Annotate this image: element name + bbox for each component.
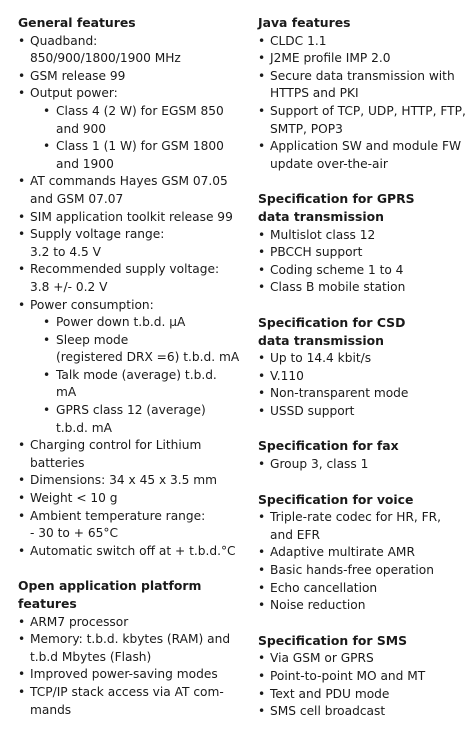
bullet-icon: • [258, 510, 266, 525]
feature-list [258, 227, 468, 297]
section-specification-for-gprs-data-transmission [258, 190, 468, 297]
feature-list [258, 350, 468, 420]
bullet-icon: • [258, 103, 266, 118]
bullet-icon: • [258, 403, 266, 418]
bullet-icon: • [43, 367, 51, 382]
bullet-icon: • [18, 632, 26, 647]
feature-list [258, 509, 468, 615]
list-item [258, 686, 468, 704]
item-text: Ambient temperature range: - 30 to + 65°C [30, 508, 206, 541]
bullet-icon: • [18, 68, 26, 83]
bullet-icon: • [18, 491, 26, 506]
list-item [18, 261, 240, 296]
item-text: Supply voltage range: 3.2 to 4.5 V [30, 227, 165, 259]
item-text: Basic hands-free operation [270, 563, 434, 578]
bullet-icon: • [258, 351, 266, 366]
item-text: Application SW and module FW update over-the-air [270, 139, 462, 171]
list-item [258, 597, 468, 615]
bullet-icon: • [43, 315, 51, 330]
bullet-icon: • [258, 669, 266, 683]
item-text: Improved power-saving modes [30, 667, 218, 682]
section-title: Specification for GPRS data transmission [258, 191, 415, 224]
list-item [258, 262, 468, 280]
item-text: GSM release 99 [30, 68, 126, 83]
bullet-icon: • [43, 103, 51, 118]
section-title: Java features [258, 15, 351, 30]
list-item [258, 509, 468, 544]
bullet-icon: • [258, 563, 266, 578]
item-text: Support of TCP, UDP, HTTP, FTP, SMTP, POP3 [270, 103, 466, 136]
list-item [30, 314, 240, 332]
section-title: Specification for SMS [258, 632, 408, 648]
list-item [258, 350, 468, 368]
list-item [18, 85, 240, 173]
list-item [258, 68, 468, 103]
item-text: Adaptive multirate AMR [270, 545, 415, 560]
item-text: Power consumption: [30, 297, 154, 312]
item-text: Non-transparent mode [270, 386, 409, 401]
left-column [18, 14, 240, 719]
bullet-icon: • [43, 332, 51, 347]
item-text: Triple-rate codec for HR, FR, and EFR [270, 510, 442, 542]
bullet-icon: • [18, 209, 26, 224]
section-title: Specification for CSD data transmission [258, 314, 406, 348]
bullet-icon: • [18, 543, 26, 558]
list-item [18, 226, 240, 261]
bullet-icon: • [18, 262, 26, 277]
bullet-icon: • [258, 245, 266, 260]
sub-list [30, 103, 240, 173]
bullet-icon: • [18, 614, 26, 629]
bullet-icon: • [258, 33, 266, 48]
list-item [18, 684, 240, 719]
item-text: Secure data transmission with HTTPS and PKI [270, 68, 455, 101]
section-title: Open application platform features [18, 578, 202, 611]
list-item [258, 544, 468, 562]
bullet-icon: • [258, 580, 266, 595]
item-text: CLDC 1.1 [270, 33, 327, 48]
item-text: Echo cancellation [270, 580, 378, 595]
list-item [258, 103, 468, 138]
item-text: SMS cell broadcast [270, 704, 386, 719]
list-item [18, 508, 240, 543]
list-item [18, 68, 240, 86]
bullet-icon: • [258, 139, 266, 154]
item-text: ARM7 processor [30, 614, 129, 629]
bullet-icon: • [258, 686, 266, 701]
list-item [18, 490, 240, 508]
item-text: Talk mode (average) t.b.d. mA [56, 367, 217, 400]
bullet-icon: • [258, 68, 266, 83]
list-item [258, 50, 468, 68]
list-item [258, 562, 468, 580]
section-specification-for-voice [258, 491, 468, 615]
list-item [18, 543, 240, 561]
item-text: Noise reduction [270, 598, 366, 613]
item-text: Memory: t.b.d. kbytes (RAM) and t.b.d Mbytes (Flash) [30, 632, 231, 664]
feature-list [258, 456, 468, 474]
bullet-icon: • [258, 457, 266, 472]
right-column [258, 14, 468, 721]
item-text: Multislot class 12 [270, 227, 376, 242]
section-general-features [18, 14, 240, 560]
bullet-icon: • [258, 227, 266, 242]
item-text: Coding scheme 1 to 4 [270, 262, 404, 277]
section-specification-for-csd-data-transmission [258, 314, 468, 421]
bullet-icon: • [18, 33, 26, 48]
bullet-icon: • [258, 386, 266, 401]
list-item [30, 138, 240, 173]
bullet-icon: • [258, 598, 266, 613]
list-item [18, 173, 240, 208]
list-item [18, 614, 240, 632]
list-item [18, 666, 240, 684]
bullet-icon: • [18, 297, 26, 312]
item-text: Up to 14.4 kbit/s [270, 351, 372, 366]
sub-list [30, 314, 240, 437]
item-text: TCP/IP stack access via AT com- mands [30, 684, 224, 717]
bullet-icon: • [18, 86, 26, 101]
list-item [18, 631, 240, 666]
item-text: USSD support [270, 403, 355, 418]
list-item [18, 437, 240, 472]
section-specification-for-fax [258, 437, 468, 473]
item-text: Dimensions: 34 x 45 x 3.5 mm [30, 473, 218, 488]
list-item [18, 209, 240, 227]
item-text: Class 4 (2 W) for EGSM 850 and 900 [56, 103, 224, 136]
list-item [258, 385, 468, 403]
feature-list [18, 614, 240, 720]
list-item [258, 368, 468, 386]
section-specification-for-sms [258, 632, 468, 721]
bullet-icon: • [18, 174, 26, 189]
item-text: Via GSM or GPRS [270, 651, 374, 666]
bullet-icon: • [18, 438, 26, 453]
item-text: Recommended supply voltage: 3.8 +/- 0.2 V [30, 262, 220, 294]
section-title: Specification for voice [258, 491, 414, 507]
list-item [18, 472, 240, 490]
list-item [30, 332, 240, 367]
bullet-icon: • [258, 51, 266, 66]
section-open-application-platform-features [18, 577, 240, 719]
bullet-icon: • [258, 651, 266, 666]
item-text: Text and PDU mode [270, 686, 390, 701]
list-item [258, 279, 468, 297]
item-text: SIM application toolkit release 99 [30, 209, 233, 224]
list-item [18, 297, 240, 438]
list-item [18, 33, 240, 68]
list-item [258, 227, 468, 245]
bullet-icon: • [18, 684, 26, 699]
bullet-icon: • [43, 139, 51, 154]
list-item [258, 650, 468, 668]
item-text: Point-to-point MO and MT [270, 669, 426, 683]
section-java-features [258, 14, 468, 173]
section-title: Specification for fax [258, 438, 399, 454]
bullet-icon: • [258, 545, 266, 560]
list-item [258, 138, 468, 173]
item-text: Class B mobile station [270, 280, 406, 295]
item-text: Automatic switch off at + t.b.d.°C [30, 543, 236, 558]
feature-list [258, 33, 468, 174]
item-text: Output power: [30, 86, 118, 101]
item-text: AT commands Hayes GSM 07.05 and GSM 07.07 [30, 174, 228, 206]
item-text: Group 3, class 1 [270, 457, 369, 472]
item-text: Charging control for Lithium batteries [30, 438, 202, 470]
item-text: Quadband: 850/900/1800/1900 MHz [30, 33, 181, 66]
list-item [30, 367, 240, 402]
bullet-icon: • [43, 403, 51, 418]
bullet-icon: • [258, 368, 266, 383]
list-item [258, 668, 468, 686]
item-text: J2ME profile IMP 2.0 [270, 51, 391, 66]
bullet-icon: • [258, 704, 266, 719]
item-text: GPRS class 12 (average) t.b.d. mA [56, 403, 206, 435]
feature-list [258, 650, 468, 720]
item-text: Power down t.b.d. µA [56, 315, 186, 330]
list-item [258, 244, 468, 262]
item-text: Weight < 10 g [30, 491, 118, 506]
section-title: General features [18, 15, 136, 30]
item-text: Sleep mode (registered DRX =6) t.b.d. mA [56, 332, 240, 365]
bullet-icon: • [18, 667, 26, 682]
list-item [258, 33, 468, 51]
bullet-icon: • [18, 227, 26, 242]
list-item [258, 703, 468, 721]
bullet-icon: • [258, 280, 266, 295]
feature-list [18, 33, 240, 561]
bullet-icon: • [18, 473, 26, 488]
list-item [258, 580, 468, 598]
list-item [258, 403, 468, 421]
item-text: PBCCH support [270, 245, 363, 260]
list-item [30, 402, 240, 437]
list-item [258, 456, 468, 474]
item-text: V.110 [270, 368, 304, 383]
list-item [30, 103, 240, 138]
bullet-icon: • [258, 262, 266, 277]
bullet-icon: • [18, 508, 26, 523]
item-text: Class 1 (1 W) for GSM 1800 and 1900 [56, 139, 224, 171]
